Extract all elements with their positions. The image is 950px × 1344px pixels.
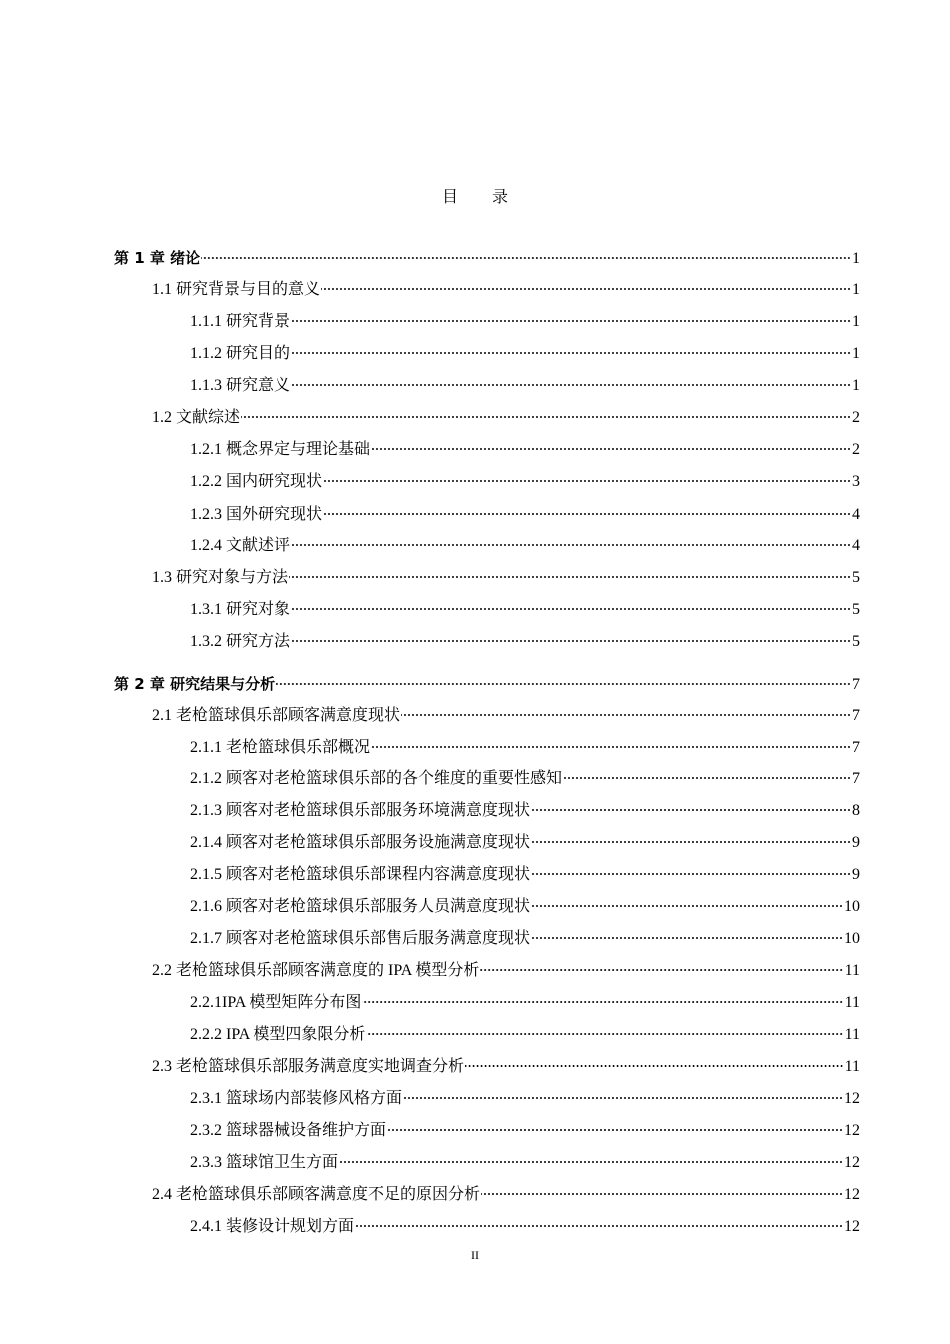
dot-leader — [531, 809, 851, 811]
toc-entry-page: 8 — [852, 802, 860, 819]
dot-leader — [403, 1097, 843, 1099]
toc-entry-label: 2.1.6 顾客对老枪篮球俱乐部服务人员满意度现状 — [190, 898, 531, 915]
toc-entry[interactable] — [190, 599, 860, 621]
toc-entry-label: 第 1 章 绪论 — [114, 249, 201, 267]
toc-entry[interactable] — [190, 375, 860, 397]
dot-leader — [481, 1193, 843, 1195]
dot-leader — [291, 640, 851, 642]
dot-leader — [371, 448, 851, 450]
toc-entry-label: 1.2.3 国外研究现状 — [190, 506, 323, 523]
toc-entry-label: 1.2.1 概念界定与理论基础 — [190, 441, 371, 458]
toc-entry[interactable] — [152, 1056, 860, 1078]
dot-leader — [291, 608, 851, 610]
dot-leader — [371, 746, 851, 748]
dot-leader — [355, 1225, 843, 1227]
dot-leader — [366, 1033, 843, 1035]
toc-entry-label: 2.1.3 顾客对老枪篮球俱乐部服务环境满意度现状 — [190, 802, 531, 819]
toc-entry-label: 2.3.3 篮球馆卫生方面 — [190, 1154, 339, 1171]
dot-leader — [465, 1065, 844, 1067]
toc-entry[interactable] — [190, 343, 860, 365]
toc-entry-label: 2.3.2 篮球器械设备维护方面 — [190, 1122, 387, 1139]
toc-entry[interactable] — [190, 768, 860, 790]
dot-leader — [323, 513, 851, 515]
dot-leader — [291, 320, 851, 322]
toc-entry-page: 2 — [852, 441, 860, 458]
toc-entry-page: 12 — [844, 1122, 860, 1139]
dot-leader — [291, 384, 851, 386]
toc-entry[interactable] — [190, 1024, 860, 1046]
toc-entry-page: 12 — [844, 1218, 860, 1235]
toc-entry[interactable] — [114, 673, 860, 695]
toc-entry[interactable] — [190, 864, 860, 886]
toc-entry-page: 12 — [844, 1154, 860, 1171]
toc-entry-label: 2.1.7 顾客对老枪篮球俱乐部售后服务满意度现状 — [190, 930, 531, 947]
dot-leader — [276, 683, 851, 685]
toc-entry-label: 2.1.1 老枪篮球俱乐部概况 — [190, 739, 371, 756]
dot-leader — [201, 257, 851, 259]
toc-entry-label: 2.3.1 篮球场内部装修风格方面 — [190, 1090, 403, 1107]
dot-leader — [289, 576, 851, 578]
toc-entry-label: 2.2.1IPA 模型矩阵分布图 — [190, 994, 362, 1011]
toc-entry-page: 2 — [852, 409, 860, 426]
dot-leader — [531, 841, 851, 843]
toc-entry-page: 12 — [844, 1090, 860, 1107]
toc-entry[interactable] — [190, 631, 860, 653]
toc-entry[interactable] — [190, 1120, 860, 1142]
toc-entry[interactable] — [190, 471, 860, 493]
toc-entry-label: 2.3 老枪篮球俱乐部服务满意度实地调查分析 — [152, 1058, 465, 1075]
toc-entry[interactable] — [190, 928, 860, 950]
toc-entry-page: 7 — [852, 739, 860, 756]
toc-entry-label: 2.2 老枪篮球俱乐部顾客满意度的 IPA 模型分析 — [152, 962, 480, 979]
toc-entry-label: 1.2.2 国内研究现状 — [190, 473, 323, 490]
toc-entry-page: 7 — [852, 676, 860, 693]
toc-entry-label: 2.1.5 顾客对老枪篮球俱乐部课程内容满意度现状 — [190, 866, 531, 883]
dot-leader — [401, 714, 851, 716]
toc-entry-page: 5 — [852, 633, 860, 650]
dot-leader — [291, 544, 851, 546]
toc-entry-page: 10 — [844, 898, 860, 915]
toc-entry-page: 7 — [852, 770, 860, 787]
toc-entry[interactable] — [190, 311, 860, 333]
toc-entry[interactable] — [190, 832, 860, 854]
toc-entry-page: 1 — [852, 281, 860, 298]
toc-entry-page: 11 — [844, 962, 860, 979]
toc-entry-label: 2.1.4 顾客对老枪篮球俱乐部服务设施满意度现状 — [190, 834, 531, 851]
toc-entry-label: 1.1 研究背景与目的意义 — [152, 281, 321, 298]
dot-leader — [321, 288, 851, 290]
dot-leader — [291, 352, 851, 354]
toc-entry-label: 2.1.2 顾客对老枪篮球俱乐部的各个维度的重要性感知 — [190, 770, 563, 787]
toc-entry-label: 1.3.1 研究对象 — [190, 601, 291, 618]
toc-entry[interactable] — [152, 1184, 860, 1206]
toc-entry-label: 2.4.1 装修设计规划方面 — [190, 1218, 355, 1235]
toc-entry[interactable] — [190, 992, 860, 1014]
page-title — [0, 184, 950, 207]
toc-entry[interactable] — [190, 439, 860, 461]
toc-entry-label: 1.2.4 文献述评 — [190, 537, 291, 554]
toc-entry-page: 4 — [852, 537, 860, 554]
toc-entry-label: 2.1 老枪篮球俱乐部顾客满意度现状 — [152, 707, 401, 724]
toc-entry-page: 12 — [844, 1186, 860, 1203]
toc-entry-page: 7 — [852, 707, 860, 724]
toc-entry-label: 1.1.1 研究背景 — [190, 313, 291, 330]
toc-entry-label: 1.2 文献综述 — [152, 409, 241, 426]
toc-entry[interactable] — [190, 800, 860, 822]
dot-leader — [362, 1001, 843, 1003]
dot-leader — [531, 905, 843, 907]
dot-leader — [339, 1161, 843, 1163]
toc-entry-page: 1 — [852, 313, 860, 330]
toc-entry[interactable] — [190, 1216, 860, 1238]
toc-entry-page: 9 — [852, 834, 860, 851]
dot-leader — [531, 937, 843, 939]
toc-entry[interactable] — [190, 504, 860, 526]
toc-entry-page: 1 — [852, 345, 860, 362]
toc-entry[interactable] — [152, 705, 860, 727]
toc-entry-label: 2.2.2 IPA 模型四象限分析 — [190, 1026, 366, 1043]
toc-entry-label: 1.1.2 研究目的 — [190, 345, 291, 362]
toc-entry-page: 3 — [852, 473, 860, 490]
title-char-1: 目 — [441, 189, 458, 206]
toc-entry[interactable] — [190, 896, 860, 918]
toc-entry-label: 2.4 老枪篮球俱乐部顾客满意度不足的原因分析 — [152, 1186, 481, 1203]
toc-entry-page: 11 — [844, 994, 860, 1011]
dot-leader — [387, 1129, 843, 1131]
toc-entry-page: 5 — [852, 601, 860, 618]
toc-entry-page: 10 — [844, 930, 860, 947]
toc-entry[interactable] — [152, 567, 860, 589]
dot-leader — [323, 480, 851, 482]
toc-entry-page: 11 — [844, 1026, 860, 1043]
dot-leader — [563, 777, 851, 779]
toc-entry-label: 1.3 研究对象与方法 — [152, 569, 289, 586]
toc-entry-page: 4 — [852, 506, 860, 523]
toc-entry-page: 5 — [852, 569, 860, 586]
toc-entry[interactable] — [152, 407, 860, 429]
toc-entry-label: 1.1.3 研究意义 — [190, 377, 291, 394]
toc-entry-page: 1 — [852, 377, 860, 394]
toc-entry-label: 1.3.2 研究方法 — [190, 633, 291, 650]
toc-entry-page: 1 — [852, 250, 860, 267]
toc-entry[interactable] — [190, 1088, 860, 1110]
toc-entry-page: 11 — [844, 1058, 860, 1075]
toc-entry[interactable] — [190, 535, 860, 557]
toc-entry[interactable] — [190, 737, 860, 759]
toc-entry-page: 9 — [852, 866, 860, 883]
dot-leader — [241, 416, 851, 418]
toc-entry[interactable] — [152, 279, 860, 301]
toc-entry[interactable] — [152, 960, 860, 982]
dot-leader — [480, 969, 843, 971]
toc-entry[interactable] — [114, 247, 860, 269]
dot-leader — [531, 873, 851, 875]
toc-entry-label: 第 2 章 研究结果与分析 — [114, 675, 276, 693]
page-number: II — [471, 1248, 479, 1262]
toc-entry[interactable] — [190, 1152, 860, 1174]
title-char-2: 录 — [492, 189, 509, 206]
